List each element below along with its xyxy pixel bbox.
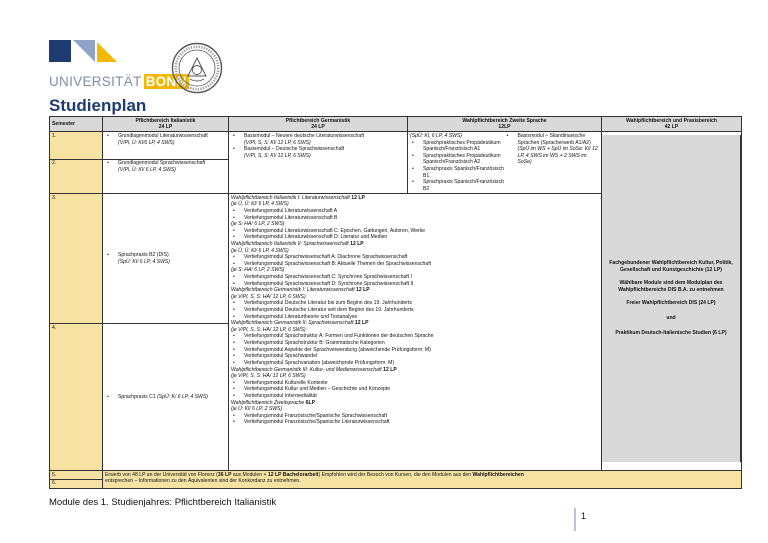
list-item: • Basismodul – Neuere deutsche Literaturwissenschaft (V/Pl, S, S: Kl/ 12 LP, 6 SWS) (231, 133, 405, 146)
list-item: • Vertiefungsmodul Sprachwissenschaft B: Aktuelle Themen der Sprachwissenschaft (231, 261, 599, 268)
praxis-fachgebunden: Fachgebundener Wahlpflichtbereich Kultur, Politik, Gesellschaft und Kunstgeschichte (12 LP) (609, 260, 733, 274)
zweitsprache-detail: (SpÜ: Kl, 6 LP, 4 SWS) (410, 133, 462, 139)
list-item: • Vertiefungsmodul Sprachwissenschaft D: Synchrone Sprachwissenschaft II (231, 281, 599, 288)
column-header-italianistik: Pflichtbereich Italianistik 24 LP (103, 117, 229, 132)
semester-label: 1. (50, 132, 103, 159)
praxis-cell (601, 135, 741, 462)
column-header-praxis: Wahlpflichtbereich und Praxisbereich 42 LP (602, 117, 742, 132)
list-item: • Vertiefungsmodul Literaturwissenschaft D: Literatur und Medien (231, 234, 599, 241)
list-item: • Grundlagenmodul Sprachwissenschaft (V/Pl, Ü: Kl/ 6 LP, 4 SWS) (105, 160, 226, 173)
list-item: • Sprachpraxis Spanisch/Französisch B2 (410, 179, 505, 192)
list-item: • Vertiefungsmodul Kultur und Medien – Geschichte und Konzepte (231, 386, 599, 393)
italianistik-cell (103, 132, 229, 159)
list-item: • Sprachpraxis Spanisch/Französisch B1 (410, 166, 505, 179)
list-item: • Vertiefungsmodul Sprachwissenschaft A: Diachrone Sprachwissenschaft (231, 254, 599, 261)
list-item: • Vertiefungsmodul Sprachwissenschaft C: Synchrone Sprachwissenschaft I (231, 274, 599, 281)
list-item: • Vertiefungsmodul Sprachstruktur A: Formen und Funktionen der deutschen Sprache (231, 333, 599, 340)
praxis-praktikum: Praktikum Deutsch-Italienische Studien (6 LP) (615, 329, 727, 336)
list-item: • Vertiefungsmodul Sprachstruktur B: Grammatische Kategorien (231, 340, 599, 347)
italianistik-cell (103, 324, 229, 471)
page-title: Studienplan (49, 96, 147, 115)
list-item: • Sprachpraxis B2 (DIS) (SpÜ: Kl/ 6 LP, 4 SWS) (105, 252, 226, 265)
page-number: 1 (581, 511, 587, 521)
column-header-zweite-sprache: Wahlpflichtbereich Zweite Sprache 12LP (408, 117, 602, 132)
list-item: • Basismodul – Skandinavische Sprachen (Spracherwerb A1/A2) (SpÜ im WS + SpÜ im SoSe: Kl/ 12 LP, 4 SWS im WS + 2 SWS im SoSe) (505, 133, 600, 166)
praxis-modulplan: Wählbare Module sind dem Modulplan des Wahlpflichtbereichs DIS B.A. zu entnehmen (618, 280, 724, 294)
semester-label: 3. (50, 194, 103, 324)
list-item: • Vertiefungsmodul Aspekte der Sprachverwendung (abweichende Prüfungsform: M) (231, 347, 599, 354)
list-item: • Grundlagenmodul Literaturwissenschaft (V/Pl, Ü: Kl/6 LP, 4 SWS) (105, 133, 226, 146)
university-city: BONN (145, 74, 187, 89)
page-number-rule (574, 508, 576, 531)
list-item: • Vertiefungsmodul Intermedialität (231, 393, 599, 400)
column-header-germanistik: Pflichtbereich Germanistik 24 LP (229, 117, 408, 132)
zweitsprache-cell (408, 132, 602, 194)
list-item: • Vertiefungsmodul Deutsche Literatur bis zum Beginn des 19. Jahrhunderts (231, 300, 599, 307)
university-wordmark: UNIVERSITÄT BONN (49, 74, 187, 89)
list-item: • Sprachpraxis C1 (SpÜ: K/ 6 LP, 4 SWS) (105, 394, 226, 401)
italianistik-cell (103, 159, 229, 194)
list-item: • Vertiefungsmodul Französische/Spanische Literaturwissenschaft (231, 419, 599, 426)
florenz-note: Erwerb von 48 LP an der Universität von Florenz (36 LP aus Modulen + 12 LP Bachelorarbeit) Empfohlen wird der Besuch von Kursen, die den Modulen aus den Wahlpflichtbereichen entsprechen – Informationen zu den Äquivalenten sind der Konkordanz zu entnehmen. (103, 471, 742, 489)
table-row (50, 471, 742, 480)
list-item: • Vertiefungsmodul Literaturtheorie und Textanalyse (231, 314, 599, 321)
list-item: • Vertiefungsmodul Kulturelle Kontexte (231, 380, 599, 387)
semester-label: 5. (50, 471, 103, 480)
list-item: • Vertiefungsmodul Deutsche Literatur seit dem Beginn des 19. Jahrhunderts (231, 307, 599, 314)
column-header-semester: Semester (50, 117, 103, 132)
praxis-frei: Freier Wahlpflichtbereich DIS (24 LP) (626, 299, 716, 306)
semester-label: 6. (50, 479, 103, 488)
praxis-und: und (666, 314, 676, 321)
list-item: • Sprachpraktisches Propädeutikum Spanisch/Französisch A2 (410, 153, 505, 166)
table-header-row (50, 117, 742, 132)
list-item: • Sprachpraktisches Propädeutikum Spanisch/Französisch A1 (410, 140, 505, 153)
page-footer-caption: Module des 1. Studienjahres: Pflichtbereich Italianistik (49, 497, 277, 508)
semester-label: 2. (50, 159, 103, 194)
italianistik-cell (103, 194, 229, 324)
list-item: • Vertiefungsmodul Sprachvariation (abweichende Prüfungsform: M) (231, 360, 599, 367)
list-item: • Vertiefungsmodul Literaturwissenschaft A (231, 208, 599, 215)
germanistik-cell (229, 132, 408, 194)
list-item: • Vertiefungsmodul Französische/Spanische Sprachwissenschaft (231, 413, 599, 420)
university-seal-icon (171, 42, 223, 94)
list-item: • Vertiefungsmodul Sprachwandel (231, 353, 599, 360)
list-item: • Vertiefungsmodul Literaturwissenschaft B (231, 215, 599, 222)
list-item: • Vertiefungsmodul Literaturwissenschaft C: Epochen, Gattungen, Autoren, Werke (231, 228, 599, 235)
semester-label: 4. (50, 324, 103, 471)
list-item: • Basismodul – Deutsche Sprachwissenschaft (V/Pl, S, S: Kl/ 12 LP, 6 SWS) (231, 146, 405, 159)
wahlpflicht-cell: Wahlpflichtbereich Italianistik I: Literaturwissenschaft 12 LP (je Ü, Ü: Kl/ 6 LP, 4 SWS) • Vertiefungsmodul Literaturwissenschaft A • Vertiefungsmodul Literaturwissenschaft B (je S: HA/ 6 LP, 2 SWS) • Vertiefungsmodul Literaturwissenschaft C: Epochen, Gattungen, Autoren, Werke • Vertiefungsmodul Literaturwissenschaft D: Literatur und Medien Wahlpflichtbereich Italianistik II: Sprachwissenschaft 12 LP (je Ü, Ü: Kl/ 6 LP, 4 SWS) • Vertiefungsmodul Sprachwissenschaft A: Diachrone Sprachwissenschaft • Vertiefungsmodul Sprachwissenschaft B: Aktuelle Themen der Sprachwissenschaft (je S: HA/ 6 LP, 2 SWS) • Vertiefungsmodul Sprachwissenschaft C: Synchrone Sprachwissenschaft I • Vertiefungsmodul Sprachwissenschaft D: Synchrone Sprachwissenschaft II Wahlpflichtbereich Germanistik I: Literaturwissenschaft 12 LP (je V/Pl, S, S: HA/ 12 LP, 6 SWS) • Vertiefungsmodul Deutsche Literatur bis zum Beginn des 19. Jahrhunderts • Vertiefungsmodul Deutsche Literatur seit dem Beginn des 19. Jahrhunderts • Vertiefungsmodul Literaturtheorie und Textanalyse Wahlpflichtbereich Germanistik II: Sprachwissenschaft 12 LP (je V/Pl, S, S: HA/ 12 LP, 6 SWS) • Vertiefungsmodul Sprachstruktur A: Formen und Funktionen der deutschen Sprache • Vertiefungsmodul Sprachstruktur B: Grammatische Kategorien • Vertiefungsmodul Aspekte der Sprachverwendung (abweichende Prüfungsform: M) • Vertiefungsmodul Sprachwandel • Vertiefungsmodul Sprachvariation (abweichende Prüfungsform: M) Wahlpflichtbereich Germanistik III: Kultur- und Medienwissenschaft 12 LP (je V/Pl, S, S: HA/ 12 LP, 6 SWS) • Vertiefungsmodul Kulturelle Kontexte • Vertiefungsmodul Kultur und Medien – Geschichte und Konzepte • Vertiefungsmodul Intermedialität Wahlpflichtbereich Zweitsprache 6LP (je Ü: Kl/ 6 LP, 2 SWS) • Vertiefungsmodul Französische/Spanische Sprachwissenschaft • Vertiefungsmodul Französische/Spanische Literaturwissenschaft (229, 194, 602, 471)
